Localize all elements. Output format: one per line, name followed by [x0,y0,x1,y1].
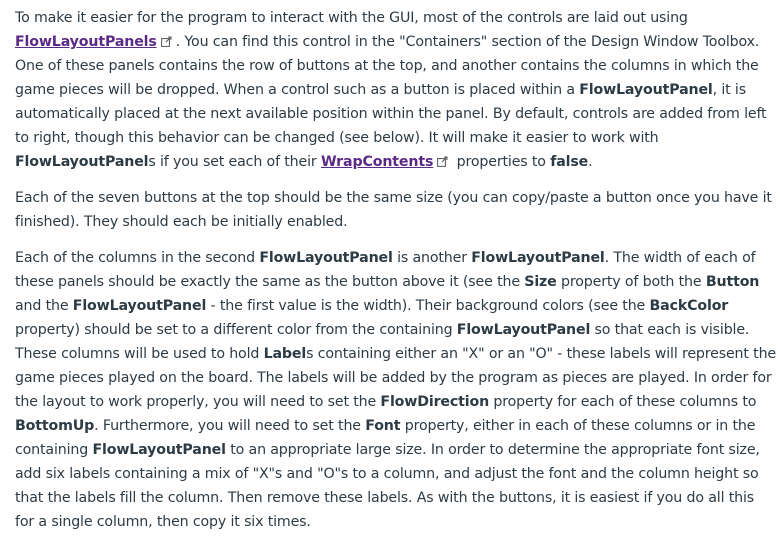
text-run: - the first value is the width). Their background colors (see the [206,298,650,314]
flowlayoutpanels-link[interactable]: FlowLayoutPanels [15,34,157,50]
wrapcontents-link[interactable]: WrapContents [320,154,434,170]
bold-term: FlowLayoutPanel [471,250,605,266]
bold-term: Size [524,274,557,290]
bold-term: Label [263,346,307,362]
bold-term: FlowDirection [380,394,490,410]
text-run: property, either in each of these columns or in the containing [15,418,756,458]
bold-term: FlowLayoutPanel [15,154,149,170]
text-run: is another [392,250,472,266]
bold-term: BackColor [649,298,729,314]
bold-term: FlowLayoutPanel [579,82,713,98]
bold-term: FlowLayoutPanel [456,322,591,338]
text-run: s containing either an "X" or an "O" - these labels will represent the game pieces played on the board. The labels will be added by the program as pieces are played. In order for the layout to work properly, you will need to set the [15,346,777,410]
text-run: . The width of each of these panels should be exactly the same as the button above it (see the [15,250,756,290]
paragraph-columns [15,246,777,534]
text-run: To make it easier for the program to interact with the GUI, most of the controls are laid out using [15,10,688,26]
bold-term: BottomUp [15,418,95,434]
bold-term: Font [365,418,401,434]
text-run: . [588,154,593,170]
document-body [15,6,777,546]
text-run: to an appropriate large size. In order to determine the appropriate font size, add six labels containing a mix of "X"s and "O"s to a column, and adjust the font and the column height so that the labels fill the column. Then remove these labels. As with the buttons, it is easiest if you do all this for a single column, then copy it six times. [15,442,760,530]
text-run: Each of the seven buttons at the top should be the same size (you can copy/paste a button once you have it finished). They should each be initially enabled. [15,190,772,230]
paragraph-flowlayoutpanels [15,6,777,174]
bold-term: Button [705,274,760,290]
text-run: , it is automatically placed at the next available position within the panel. By default, controls are added from left to right, though this behavior can be changed (see below). It will make it easier to work with [15,82,767,146]
text-run: . Furthermore, you will need to set the [94,418,366,434]
text-run: property of both the [556,274,706,290]
text-run: property) should be set to a different color from the containing [15,322,457,338]
text-run: so that each is visible. These columns will be used to hold [15,322,750,362]
bold-term: FlowLayoutPanel [72,298,207,314]
text-run: s if you set each of their [148,154,321,170]
text-run: properties to [452,154,551,170]
external-link-icon[interactable] [161,36,172,47]
paragraph-buttons [15,186,777,234]
bold-term: FlowLayoutPanel [92,442,226,458]
text-run: . You can find this control in the "Containers" section of the Design Window Toolbox. One of these panels contains the row of buttons at the top, and another contains the columns in which the game pieces will be dropped. When a control such as a button is placed within a [15,34,760,98]
bold-term: false [550,154,589,170]
text-run: property for each of these columns to [489,394,757,410]
bold-term: FlowLayoutPanel [259,250,393,266]
text-run: Each of the columns in the second [15,250,260,266]
external-link-icon[interactable] [437,156,448,167]
text-run: and the [15,298,73,314]
